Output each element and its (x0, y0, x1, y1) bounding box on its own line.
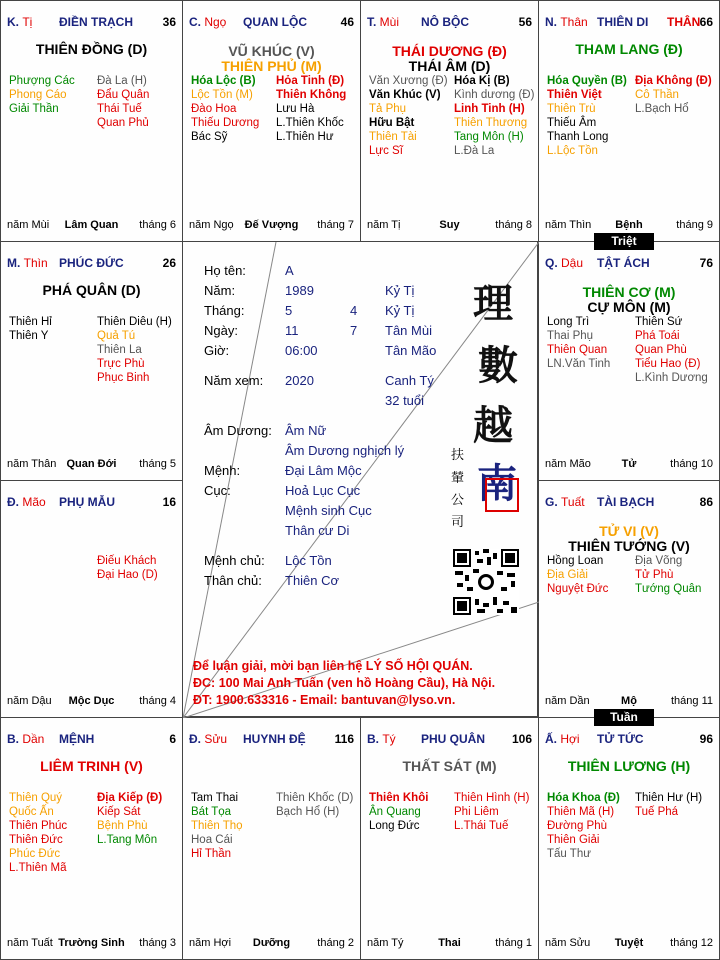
palace-name: HUYNH ĐỆ (243, 732, 306, 746)
minor-star: L.Kình Dương (635, 372, 708, 384)
minor-star: Tấu Thư (547, 848, 591, 860)
minor-star: Bát Tọa (191, 806, 232, 818)
month-canchi: Kỷ Tị (385, 303, 415, 318)
main-star: THIÊN CƠ (M) (582, 284, 676, 300)
minor-star: L.Lộc Tồn (547, 145, 598, 157)
palace-header (545, 732, 713, 748)
palace-ngo[interactable] (182, 0, 361, 242)
footer-year: năm Mão (545, 458, 591, 470)
minor-star: Thiếu Dương (191, 117, 260, 129)
day-lunar: 7 (350, 323, 358, 338)
minor-star: Thiên Quý (9, 792, 63, 804)
month-label: Tháng: (204, 303, 245, 318)
palace-thin[interactable] (0, 241, 183, 481)
minor-star: Kiếp Sát (97, 806, 141, 818)
right-stars (276, 74, 346, 144)
footer-year: năm Tý (367, 937, 404, 949)
palace-can-chi: Đ. Mão (7, 495, 46, 509)
minor-star: Thanh Long (547, 131, 609, 143)
minor-star: L.Đà La (454, 145, 495, 157)
footer-year: năm Sửu (545, 937, 591, 949)
left-stars (9, 74, 75, 116)
hour-value: 06:00 (285, 343, 318, 358)
minor-star: Thiên Đức (9, 834, 63, 846)
minor-star: Thiên Hư (H) (635, 792, 703, 804)
palace-footer (7, 458, 176, 472)
main-star: TỬ VI (V) (599, 523, 659, 539)
footer-year: năm Thân (7, 458, 57, 470)
view-year-canchi: Canh Tý (385, 373, 434, 388)
right-stars (276, 791, 353, 819)
truong-sinh-stage: Tuyệt (614, 937, 644, 949)
minor-star: Giải Thần (9, 103, 59, 115)
palace-name: QUAN LỘC (243, 15, 307, 29)
minor-star: Quan Phù (635, 344, 687, 356)
minor-star: Ân Quang (369, 806, 421, 818)
footer-month: tháng 8 (495, 219, 532, 231)
footer-month: tháng 1 (495, 937, 532, 949)
palace-dan[interactable] (0, 717, 183, 960)
minor-star: Hóa Kị (B) (454, 75, 510, 87)
palace-age: 16 (162, 495, 176, 509)
hour-label: Giờ: (204, 343, 230, 358)
footer-month: tháng 7 (317, 219, 354, 231)
right-stars (635, 315, 708, 385)
palace-age: 6 (169, 732, 176, 746)
minor-star: Lưu Hà (276, 103, 315, 115)
logo-char-3: 越 (473, 402, 513, 449)
am-duong-note: Âm Dương nghịch lý (285, 443, 405, 458)
palace-header (7, 15, 176, 31)
minor-star: Thiên Trù (547, 103, 596, 115)
footer-year: năm Hợi (189, 937, 232, 949)
right-stars (454, 791, 529, 833)
right-stars (454, 74, 534, 158)
palace-age: 66 (699, 15, 713, 29)
minor-star: Phá Toái (635, 330, 680, 342)
minor-star: Thiên Phúc (9, 820, 68, 832)
palace-than[interactable] (538, 0, 720, 242)
palace-age: 116 (334, 732, 354, 746)
day-canchi: Tân Mùi (385, 323, 432, 338)
truong-sinh-stage: Mộ (621, 695, 637, 707)
minor-star: Hóa Quyền (B) (547, 75, 627, 87)
minor-star: Tam Thai (191, 792, 239, 804)
palace-can-chi: M. Thìn (7, 256, 48, 270)
month-lunar: 4 (350, 303, 358, 318)
palace-footer (189, 937, 354, 951)
palace-header (7, 495, 176, 511)
palace-ty[interactable] (360, 717, 539, 960)
palace-hoi[interactable] (538, 717, 720, 960)
minor-star: Địa Không (Đ) (635, 75, 712, 87)
tuan-marker: Tuần (594, 709, 654, 726)
logo-char-4: 南 (477, 460, 517, 507)
minor-star: Phi Liêm (454, 806, 499, 818)
palace-mao[interactable] (0, 480, 183, 718)
minor-star: Đào Hoa (191, 103, 237, 115)
main-star: THÁI ÂM (D) (408, 58, 491, 74)
menh-value: Đại Lâm Mộc (285, 463, 362, 478)
than-position: Thân cư Di (285, 523, 350, 538)
minor-star: Địa Kiếp (Đ) (97, 792, 163, 804)
minor-star: LN.Văn Tinh (547, 358, 611, 370)
than-chu-value: Thiên Cơ (285, 573, 340, 588)
palace-can-chi: B. Tý (367, 732, 396, 746)
day-value: 11 (285, 323, 299, 338)
minor-star: Lực Sĩ (369, 145, 403, 157)
left-stars (191, 74, 259, 144)
minor-star: Tiểu Hao (Đ) (635, 358, 701, 370)
palace-footer (189, 219, 354, 233)
footer-month: tháng 12 (670, 937, 713, 949)
left-stars (547, 315, 610, 371)
minor-star: Hoa Cái (191, 834, 233, 846)
palace-suu[interactable] (182, 717, 361, 960)
minor-star: Hỏa Tinh (Đ) (276, 75, 345, 87)
palace-can-chi: Đ. Sửu (189, 732, 228, 746)
minor-star: Linh Tinh (H) (454, 103, 525, 115)
truong-sinh-stage: Đế Vượng (244, 219, 299, 231)
left-stars (547, 554, 608, 596)
palace-footer (545, 937, 713, 951)
palace-header (545, 15, 713, 31)
view-year-label: Năm xem: (204, 373, 264, 388)
palace-footer (367, 937, 532, 951)
minor-star: Thiên Việt (547, 89, 602, 101)
right-stars (97, 791, 162, 847)
minor-star: Điếu Khách (97, 555, 157, 567)
minor-star: Long Trì (547, 316, 590, 328)
palace-can-chi: N. Thân (545, 15, 588, 29)
palace-header (7, 732, 176, 748)
palace-name: PHỤ MẪU (59, 495, 115, 509)
minor-star: Lộc Tồn (M) (191, 89, 253, 101)
palace-name: THIÊN DI (597, 15, 649, 29)
palace-name: MỆNH (59, 732, 95, 746)
right-stars (97, 74, 149, 130)
month-value: 5 (285, 303, 293, 318)
palace-can-chi: G. Tuất (545, 495, 585, 509)
palace-name: ĐIỀN TRẠCH (59, 15, 133, 29)
footer-month: tháng 5 (139, 458, 176, 470)
minor-star: Quả Tú (97, 330, 136, 342)
contact-address: ĐC: 100 Mai Anh Tuấn (ven hồ Hoàng Cầu), Hà Nội. (193, 676, 496, 690)
minor-star: Bác Sỹ (191, 131, 228, 143)
main-star: THÁI DƯƠNG (Đ) (392, 43, 507, 59)
minor-star: Thiên Khốc (D) (276, 792, 354, 804)
palace-footer (545, 458, 713, 472)
minor-star: Đại Hao (D) (97, 569, 158, 581)
right-stars (97, 554, 158, 582)
minor-star: Phong Cáo (9, 89, 67, 101)
palace-header (545, 256, 713, 272)
palace-age: 86 (699, 495, 713, 509)
palace-footer (7, 219, 176, 233)
palace-footer (7, 937, 176, 951)
minor-star: Tuế Phá (635, 806, 679, 818)
truong-sinh-stage: Dưỡng (252, 937, 291, 949)
main-star: THIÊN ĐỒNG (D) (35, 41, 148, 57)
logo-small-2: 輦 (451, 471, 465, 486)
minor-star: L.Tang Môn (97, 834, 158, 846)
minor-star: Thiên Sứ (635, 316, 683, 328)
palace-header (367, 732, 532, 748)
cuc-relation: Mệnh sinh Cục (285, 503, 372, 518)
palace-age: 26 (162, 256, 176, 270)
main-star: VŨ KHÚC (V) (228, 43, 315, 59)
minor-star: Địa Võng (635, 555, 683, 567)
palace-header (189, 732, 354, 748)
palace-header (7, 256, 176, 272)
right-stars (635, 554, 701, 596)
year-canchi: Kỷ Tị (385, 283, 415, 298)
minor-star: Bạch Hổ (H) (276, 806, 340, 818)
seal-stamp (485, 478, 519, 512)
minor-star: Địa Giải (547, 569, 588, 581)
footer-year: năm Dần (545, 695, 590, 707)
palace-age: 36 (162, 15, 176, 29)
left-stars (191, 791, 243, 861)
left-stars (547, 791, 620, 861)
year-label: Năm: (204, 283, 236, 298)
footer-year: năm Dậu (7, 695, 52, 707)
left-stars (369, 74, 448, 158)
minor-star: Tang Môn (H) (454, 131, 524, 143)
minor-star: Quốc Ấn (9, 806, 54, 818)
minor-star: Phúc Đức (9, 848, 61, 860)
main-star: THIÊN LƯƠNG (H) (567, 758, 691, 774)
palace-can-chi: K. Tị (7, 15, 33, 29)
than-marker: THÂN (667, 15, 701, 29)
main-star: PHÁ QUÂN (D) (42, 282, 141, 298)
left-stars (9, 791, 67, 875)
minor-star: Thái Tuế (97, 103, 142, 115)
than-chu-label: Thân chủ: (204, 573, 262, 588)
palace-mui[interactable] (360, 0, 539, 242)
age-value: 32 tuổi (385, 393, 425, 408)
palace-footer (545, 219, 713, 233)
logo-small-1: 扶 (451, 448, 465, 463)
palace-ti[interactable] (0, 0, 183, 242)
minor-star: Trực Phù (97, 358, 145, 370)
minor-star: Thiên Thương (454, 117, 528, 129)
hour-canchi: Tân Mão (385, 343, 437, 358)
minor-star: Hữu Bật (369, 117, 415, 129)
minor-star: Văn Khúc (V) (369, 89, 441, 101)
truong-sinh-stage: Tử (621, 458, 637, 470)
footer-month: tháng 9 (676, 219, 713, 231)
palace-name: PHU QUÂN (421, 732, 486, 746)
truong-sinh-stage: Quan Đới (66, 458, 117, 470)
day-label: Ngày: (204, 323, 238, 338)
minor-star: Đẩu Quân (97, 89, 150, 101)
minor-star: Long Đức (369, 820, 420, 832)
left-stars (547, 74, 627, 158)
truong-sinh-stage: Suy (439, 219, 460, 231)
minor-star: Cô Thần (635, 89, 679, 101)
logo-char-1: 理 (473, 280, 513, 327)
palace-name: TẬT ÁCH (597, 256, 650, 270)
minor-star: Thai Phụ (547, 330, 594, 342)
main-star: THAM LANG (Đ) (575, 41, 683, 57)
minor-star: Thiên Không (276, 89, 347, 101)
right-stars (97, 315, 172, 385)
main-star: CỰ MÔN (M) (587, 299, 671, 315)
minor-star: Tả Phụ (369, 103, 407, 115)
minor-star: Thiên La (97, 344, 142, 356)
minor-star: Đường Phù (547, 820, 607, 832)
palace-dau[interactable] (538, 241, 720, 481)
palace-can-chi: Q. Dậu (545, 256, 584, 270)
palace-header (545, 495, 713, 511)
footer-year: năm Tị (367, 219, 401, 231)
minor-star: L.Thiên Khốc (276, 117, 344, 129)
view-year-value: 2020 (285, 373, 314, 388)
contact-line-1: Để luận giải, mời bạn liên hệ LÝ SỐ HỘI QUÁN. (193, 659, 473, 673)
minor-star: Nguyệt Đức (547, 583, 609, 595)
name-value: A (285, 263, 294, 278)
palace-can-chi: Ấ. Hợi (545, 732, 580, 746)
palace-age: 106 (511, 732, 532, 746)
minor-star: Phượng Các (9, 75, 75, 87)
palace-header (367, 15, 532, 31)
right-stars (635, 74, 712, 116)
menh-chu-value: Lộc Tồn (285, 553, 332, 568)
main-star: THẤT SÁT (M) (402, 758, 497, 774)
palace-age: 76 (699, 256, 713, 270)
footer-month: tháng 10 (670, 458, 713, 470)
palace-name: NÔ BỘC (421, 15, 469, 29)
minor-star: L.Thiên Mã (9, 862, 67, 874)
minor-star: Hồng Loan (547, 555, 604, 567)
minor-star: Bệnh Phù (97, 820, 148, 832)
main-star: THIÊN TƯỚNG (V) (568, 538, 690, 554)
minor-star: Quan Phủ (97, 117, 149, 129)
palace-age: 96 (699, 732, 713, 746)
minor-star: Thiên Hỉ (9, 316, 52, 328)
minor-star: Thiên Thọ (191, 820, 243, 832)
minor-star: L.Thiên Hư (276, 131, 334, 143)
contact-phone-email[interactable]: ĐT: 1900.633316 - Email: bantuvan@lyso.vn. (193, 693, 456, 707)
minor-star: Thiên Quan (547, 344, 608, 356)
palace-can-chi: C. Ngọ (189, 15, 227, 29)
palace-name: PHÚC ĐỨC (59, 256, 124, 270)
cuc-value: Hoả Lục Cục (285, 483, 361, 498)
minor-star: Thiếu Âm (547, 117, 597, 129)
palace-can-chi: B. Dần (7, 732, 45, 746)
palace-footer (545, 695, 713, 709)
footer-month: tháng 6 (139, 219, 176, 231)
main-star: LIÊM TRINH (V) (40, 758, 143, 774)
minor-star: Thiên Mã (H) (547, 806, 615, 818)
footer-month: tháng 2 (317, 937, 354, 949)
minor-star: Hóa Lộc (B) (191, 75, 256, 87)
truong-sinh-stage: Lâm Quan (64, 219, 119, 231)
minor-star: Thiên Diêu (H) (97, 316, 172, 328)
main-star: THIÊN PHỦ (M) (221, 58, 322, 74)
minor-star: Thiên Y (9, 330, 49, 342)
right-stars (635, 791, 702, 819)
name-label: Họ tên: (204, 263, 246, 278)
palace-age: 56 (518, 15, 532, 29)
am-duong-value: Âm Nữ (285, 423, 327, 438)
footer-month: tháng 4 (139, 695, 176, 707)
year-value: 1989 (285, 283, 314, 298)
cuc-label: Cục: (204, 483, 231, 498)
footer-year: năm Mùi (7, 219, 50, 231)
footer-year: năm Tuất (7, 937, 53, 949)
minor-star: Thiên Giải (547, 834, 600, 846)
logo-small-4: 司 (451, 515, 465, 530)
minor-star: Thiên Khôi (369, 792, 429, 804)
palace-can-chi: T. Mùi (367, 15, 400, 29)
minor-star: Kình dương (Đ) (454, 89, 535, 101)
palace-age: 46 (340, 15, 354, 29)
triet-marker: Triệt (594, 233, 654, 250)
minor-star: Đà La (H) (97, 75, 147, 87)
logo-small-3: 公 (451, 493, 465, 508)
menh-chu-label: Mệnh chủ: (204, 553, 265, 568)
minor-star: Hóa Khoa (Đ) (547, 792, 620, 804)
center-info-panel (182, 241, 538, 717)
minor-star: Văn Xương (Đ) (369, 75, 448, 87)
footer-year: năm Ngọ (189, 219, 234, 231)
logo-char-2: 數 (478, 342, 518, 389)
truong-sinh-stage: Mộc Dục (68, 695, 115, 707)
minor-star: Phục Binh (97, 372, 150, 384)
menh-label: Mệnh: (204, 463, 241, 478)
palace-footer (367, 219, 532, 233)
palace-tuat[interactable] (538, 480, 720, 718)
truong-sinh-stage: Bệnh (615, 219, 643, 231)
truong-sinh-stage: Trường Sinh (58, 937, 125, 949)
palace-header (189, 15, 354, 31)
am-duong-label: Âm Dương: (204, 423, 272, 438)
footer-month: tháng 11 (670, 695, 713, 707)
left-stars (369, 791, 428, 833)
minor-star: L.Bạch Hổ (635, 103, 689, 115)
footer-month: tháng 3 (139, 937, 176, 949)
minor-star: Tử Phù (635, 569, 674, 581)
palace-name: TÀI BẠCH (597, 495, 655, 509)
truong-sinh-stage: Thai (438, 937, 461, 949)
palace-footer (7, 695, 176, 709)
footer-year: năm Thìn (545, 219, 592, 231)
minor-star: Thiên Tài (369, 131, 417, 143)
left-stars (9, 315, 52, 343)
minor-star: Thiên Hình (H) (454, 792, 530, 804)
qr-code[interactable] (453, 549, 519, 615)
minor-star: Tướng Quân (635, 583, 702, 595)
minor-star: Hỉ Thần (191, 848, 232, 860)
minor-star: L.Thái Tuế (454, 820, 509, 832)
palace-name: TỬ TỨC (597, 732, 644, 746)
